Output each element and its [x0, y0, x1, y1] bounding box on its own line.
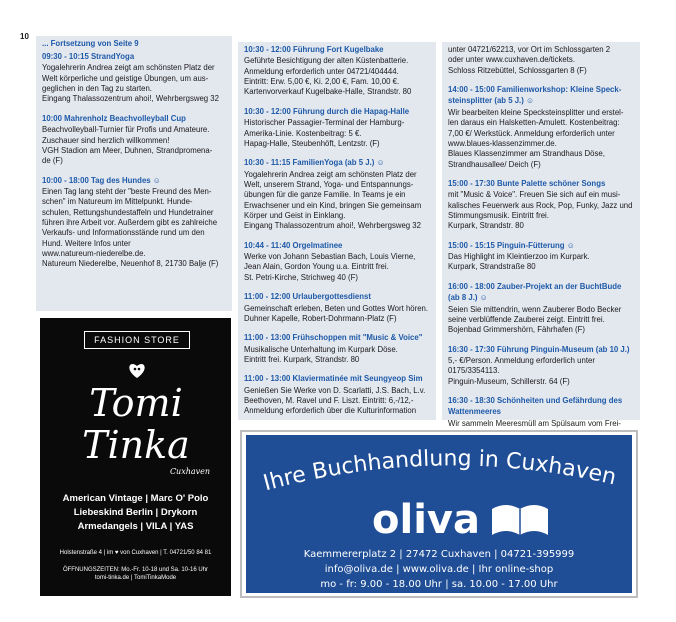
event-title: 16:30 - 18:30 Schönheiten und Gefährdung des	[448, 396, 623, 406]
event-line: Eingang Thalassozentrum ahoi!, Wehrbergsweg 32	[244, 221, 421, 231]
event-line: Stimmungsmusik. Eintritt frei.	[448, 211, 549, 221]
event-line: Geführte Besichtigung der alten Küstenbatterie.	[244, 56, 409, 66]
event-line: Erwachsener und ein Kind, bringen Sie gemeinsam	[244, 200, 422, 210]
event-entry	[244, 292, 432, 324]
tomi-tinka-logo	[40, 358, 231, 478]
event-line: seine verblüffende Zauberei zeigt. Eintritt frei.	[448, 314, 605, 324]
brand-line: Liebeskind Berlin | Drykorn	[73, 506, 198, 518]
event-line: Kartenvorverkauf Kugelbake-Halle, Strandstr. 80	[244, 87, 412, 97]
event-entry	[244, 241, 432, 283]
event-line: Bojenbad Grimmershörn, Fährhafen (F)	[448, 325, 585, 335]
brand-line: American Vintage | Marc O' Polo	[62, 493, 209, 504]
tomi-tinka-ad[interactable]	[40, 318, 231, 596]
event-line: übungen für die ganze Familie. In Teams je ein	[244, 190, 406, 200]
event-entry	[448, 282, 636, 336]
fashion-store-label: FASHION STORE	[84, 331, 190, 349]
book-icon	[492, 505, 548, 535]
event-line: mit "Music & Voice". Freuen Sie sich auf ein musi-	[448, 190, 621, 200]
event-entry	[244, 333, 432, 365]
event-line: len daraus ein Halsketten-Amulett. Kostenbeitrag:	[448, 118, 620, 128]
heart-icon	[129, 364, 144, 378]
brand-line: Armedangels | VILA | YAS	[77, 520, 194, 532]
event-line: Beethoven, M. Ravel und F. Liszt. Eintritt: 6,-/12,-	[244, 396, 414, 406]
event-line: kalisches Feuerwerk aus Rock, Pop, Funky, Jazz und	[448, 200, 633, 210]
event-line: Jean Alain, Gordon Young u.a. Eintritt frei.	[244, 262, 389, 272]
event-line: Eingang Thalassozentrum ahoi!, Wehrbergsweg 32	[42, 94, 219, 104]
event-title: 10:30 - 11:15 FamilienYoga (ab 5 J.) ☺	[244, 158, 385, 168]
event-entry	[42, 114, 228, 167]
event-title: 11:00 - 13:00 Klaviermatinée mit Seungyeop Sim	[244, 374, 423, 384]
event-line: Gemeinschaft erleben, Beten und Gottes Wort hören.	[244, 303, 429, 313]
store-hours: ÖFFNUNGSZEITEN: Mo.-Fr. 10-18 und Sa. 10-16 Uhr	[62, 567, 209, 573]
event-entry	[244, 107, 432, 149]
continuation-note: ... Fortsetzung von Seite 9	[42, 39, 139, 48]
event-title: 16:30 - 17:30 Führung Pinguin-Museum (ab 10 J.)	[448, 344, 630, 354]
event-line: führen ihre Arbeit vor. Außerdem gibt es zahlreiche	[42, 218, 218, 228]
page-number: 10	[20, 32, 29, 41]
logo-word-tinka: Tinka	[82, 423, 190, 467]
event-line: Seien Sie mittendrin, wenn Zauberer Bodo Becker	[448, 304, 622, 314]
event-line: unter 04721/62213, vor Ort im Schlossgarten 2	[448, 45, 611, 54]
event-line: Eintritt frei. Kurpark, Strandstr. 80	[244, 354, 360, 364]
event-line: Genießen Sie Werke von D. Scarlatti, J.S. Bach, L.v.	[244, 385, 426, 395]
event-line: Schloss Ritzebüttel, Schlossgarten 8 (F)	[448, 65, 587, 75]
event-title: 16:00 - 18:00 Zauber-Projekt an der BuchtBude	[448, 281, 622, 291]
event-entry	[448, 241, 636, 273]
event-line: Das Highlight im Kleintierzoo im Kurpark.	[448, 252, 590, 262]
oliva-hours: mo - fr: 9.00 - 18.00 Uhr | sa. 10.00 - 17.00 Uhr	[320, 579, 558, 590]
event-title: 10:00 - 18:00 Tag des Hundes ☺	[42, 175, 161, 185]
event-entry	[448, 345, 636, 387]
event-line: Verkaufs- und Informationsstände rund um den	[42, 228, 205, 238]
event-line: St. Petri-Kirche, Strichweg 40 (F)	[244, 272, 358, 282]
event-entry	[42, 52, 228, 105]
event-line: Historischer Passagier-Terminal der Hamburg-	[244, 118, 405, 128]
event-line: Beachvolleyball-Turnier für Profis und Amateure.	[42, 125, 210, 135]
event-column-3	[442, 42, 640, 428]
event-line: 7,00 €/ Werkstück. Anmeldung erforderlich unter	[448, 128, 615, 138]
event-title: 10:30 - 12:00 Führung durch die Hapag-Halle	[244, 106, 410, 116]
oliva-ad-panel	[246, 435, 632, 593]
event-line: Hapag-Halle, Steubenhöft, Lentzstr. (F)	[244, 138, 380, 148]
logo-word-tomi: Tomi	[89, 381, 183, 425]
event-line: Yogalehrerin Andrea zeigt am schönsten Platz der	[244, 169, 417, 179]
event-line: Blaues Klassenzimmer am Strandhaus Döse,	[448, 149, 605, 159]
event-line: Welt körperliche und geistige Übungen, um aus-	[42, 73, 209, 83]
event-title: 09:30 - 10:15 StrandYoga	[42, 52, 135, 61]
event-line: 5,- €/Person. Anmeldung erforderlich unter	[448, 355, 595, 365]
store-address: Holstenstraße 4 | im ♥ von Cuxhaven | T. 04721/50 84 81	[59, 550, 212, 556]
event-line: schulen, Rettungshundestaffeln und Hundetrainer	[42, 207, 214, 217]
event-line: Eintritt: Erw. 5,00 €, Ki. 2,00 €, Fam. 10,00 €.	[244, 77, 400, 87]
event-line: Yogalehrerin Andrea zeigt am schönsten Platz der	[42, 63, 215, 73]
event-title: 15:00 - 17:30 Bunte Palette schöner Songs	[448, 178, 606, 188]
event-line: Strandhausallee/ Deich (F)	[448, 159, 541, 169]
event-entry	[244, 158, 432, 232]
event-title: 14:00 - 15:00 Familienworkshop: Kleine Speck-	[448, 85, 622, 95]
event-entry	[244, 374, 432, 416]
event-title: 10:44 - 11:40 Orgelmatinee	[244, 240, 343, 250]
event-line: Musikalische Unterhaltung im Kurpark Döse.	[244, 344, 398, 354]
event-line: Körper und Geist in Einklang.	[244, 211, 346, 221]
event-line: Pinguin-Museum, Schillerstr. 64 (F)	[448, 376, 570, 386]
event-line: 0175/3354113.	[448, 366, 500, 376]
event-line: www.blaues-klassenzimmer.de.	[448, 138, 557, 148]
oliva-web: info@oliva.de | www.oliva.de | Ihr online-shop	[324, 564, 554, 575]
event-line: Anmeldung erforderlich über die Kulturinformation	[244, 406, 417, 416]
event-line: Zuschauer sind herzlich willkommen!	[42, 135, 170, 145]
oliva-ad-graphic	[246, 435, 632, 593]
event-line: Wir sammeln Meeresmüll am Spülsaum vom Frei-	[448, 418, 621, 428]
event-title: 15:00 - 15:15 Pinguin-Fütterung ☺	[448, 240, 575, 250]
event-entry	[448, 45, 636, 76]
event-title: 11:00 - 12:00 Urlaubergottesdienst	[244, 292, 371, 302]
event-line: Hund. Weitere Infos unter	[42, 238, 131, 248]
event-line: Duhner Kapelle, Robert-Dohrmann-Platz (F)	[244, 313, 397, 323]
event-title: 10:30 - 12:00 Führung Fort Kugelbake	[244, 45, 384, 54]
event-column-1	[36, 36, 232, 311]
event-entry	[42, 176, 228, 270]
event-line: Kurpark, Strandstraße 80	[448, 262, 536, 272]
event-line: Welt, unserem Strand, Yoga- und Entspannungs-	[244, 179, 414, 189]
event-line: Anmeldung erforderlich unter 04721/404444.	[244, 66, 399, 76]
event-line: Wir bearbeiten kleine Specksteinsplitter und erstel-	[448, 107, 624, 117]
event-title-cont: Wattenmeeres	[448, 407, 502, 417]
oliva-address: Kaemmererplatz 2 | 27472 Cuxhaven | 04721-395999	[303, 549, 575, 560]
event-title-cont: steinsplitter (ab 5 J.) ☺	[448, 96, 534, 106]
event-entry	[448, 396, 636, 429]
store-social: tomi-tinka.de | TomiTinkaMode	[94, 575, 177, 582]
event-line: www.natureum-niederelbe.de.	[42, 249, 146, 259]
event-entry	[244, 45, 432, 98]
event-line: schen" im Natureum im Mittelpunkt. Hunde-	[42, 197, 193, 207]
event-line: geglichen in den Tag zu starten.	[42, 84, 152, 94]
event-title: 10:00 Mahrenholz Beachvolleyball Cup	[42, 113, 186, 123]
event-title-cont: (ab 8 J.) ☺	[448, 293, 488, 303]
event-line: Natureum Niederelbe, Neuenhof 8, 21730 Balje (F)	[42, 259, 219, 269]
event-line: Einen Tag lang steht der "beste Freund des Men-	[42, 186, 212, 196]
event-line: de (F)	[42, 156, 63, 166]
store-hours-block	[40, 566, 231, 582]
oliva-logo: oliva	[372, 497, 480, 543]
brand-list	[40, 492, 231, 533]
oliva-headline: Ihre Buchhandlung in Cuxhaven	[260, 446, 619, 497]
event-entry	[448, 85, 636, 170]
event-column-2	[238, 42, 436, 420]
oliva-bookstore-ad[interactable]	[240, 430, 638, 598]
event-line: Amerika-Linie. Kostenbeitrag: 5 €.	[244, 128, 362, 138]
logo-city: Cuxhaven	[169, 467, 211, 476]
event-line: Kurpark, Strandstr. 80	[448, 221, 524, 231]
event-line: oder unter www.cuxhaven.de/tickets.	[448, 55, 575, 65]
event-line: VGH Stadion am Meer, Duhnen, Strandpromena-	[42, 145, 213, 155]
event-line: Werke von Johann Sebastian Bach, Louis Vierne,	[244, 252, 416, 262]
event-entry	[448, 179, 636, 232]
event-title: 11:00 - 13:00 Frühschoppen mit "Music & Voice"	[244, 333, 423, 343]
